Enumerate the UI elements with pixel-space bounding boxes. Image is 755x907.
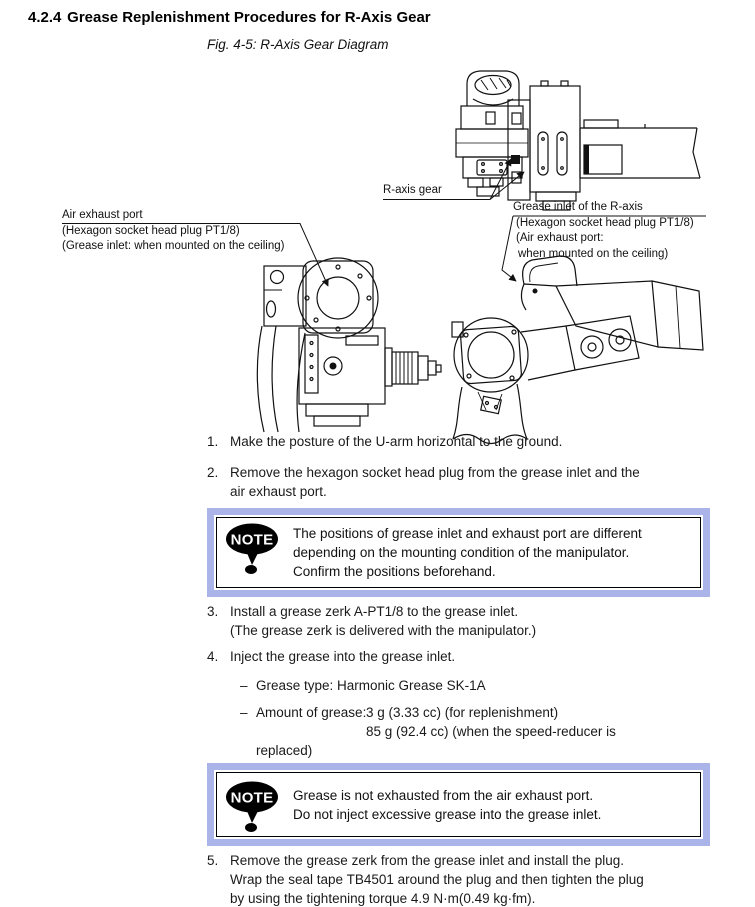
- label-line: Grease inlet of the R-axis: [513, 201, 643, 213]
- bullet-label: Amount of grease:: [256, 705, 367, 720]
- note-text: [293, 524, 642, 581]
- step-text: Remove the grease zerk from the grease inlet and install the plug.: [230, 853, 624, 868]
- label-line: (Hexagon socket head plug PT1/8): [516, 216, 694, 229]
- section-heading: [28, 9, 431, 26]
- note-line: The positions of grease inlet and exhaust port are different: [293, 526, 642, 541]
- step-2: [207, 463, 719, 501]
- note-balloon-icon: [225, 781, 279, 833]
- note-inner-frame: [216, 772, 701, 837]
- step-1: [207, 432, 719, 451]
- right-arm-drawing: [452, 256, 703, 444]
- note-badge-label: NOTE: [230, 531, 274, 549]
- label-line: when mounted on the ceiling): [518, 247, 669, 260]
- step-text: Remove the hexagon socket head plug from the grease inlet and the: [230, 465, 640, 480]
- step-number: 1.: [207, 434, 219, 449]
- step-number: 3.: [207, 604, 219, 619]
- bullet-dash: –: [240, 678, 248, 693]
- bullet-grease-type: [240, 676, 710, 696]
- figure-caption: Fig. 4-5: R-Axis Gear Diagram: [207, 37, 389, 52]
- bullet-amount-of-grease: [240, 703, 710, 763]
- label-grease-inlet: [513, 200, 694, 262]
- top-wrist-drawing: [456, 71, 700, 210]
- step-text: by using the tightening torque 4.9 N·m(0.49 kg·fm).: [230, 891, 536, 906]
- step-text: Inject the grease into the grease inlet.: [230, 649, 456, 664]
- amount-value-line1: 3 g (3.33 cc) (for replenishment): [366, 705, 559, 720]
- amount-value-line3: replaced): [256, 743, 313, 758]
- note-box-1: [207, 508, 710, 597]
- label-line: Air exhaust port: [62, 209, 143, 221]
- step-3: [207, 602, 719, 640]
- figure-r-axis-gear-diagram: [0, 60, 755, 445]
- step-text: Wrap the seal tape TB4501 around the plug and then tighten the plug: [230, 872, 644, 887]
- label-air-exhaust-port: [62, 208, 284, 255]
- note-line: Grease is not exhausted from the air exhaust port.: [293, 788, 594, 803]
- note-line: Do not inject excessive grease into the grease inlet.: [293, 807, 602, 822]
- bullet-text: Grease type: Harmonic Grease SK-1A: [256, 678, 486, 693]
- left-arm-drawing: [257, 258, 441, 432]
- step-text: air exhaust port.: [230, 484, 327, 499]
- step-5: [207, 851, 719, 907]
- amount-value-line2: 85 g (92.4 cc) (when the speed-reducer is: [366, 724, 616, 739]
- label-line: (Grease inlet: when mounted on the ceiling): [62, 240, 285, 252]
- step-number: 2.: [207, 465, 219, 480]
- note-badge-label: NOTE: [230, 789, 274, 807]
- bullet-dash: –: [240, 705, 248, 720]
- label-r-axis-gear: R-axis gear: [383, 184, 442, 196]
- step-number: 5.: [207, 853, 219, 868]
- section-number: 4.2.4: [28, 9, 62, 26]
- note-text: [293, 786, 601, 824]
- step-text: Install a grease zerk A-PT1/8 to the grease inlet.: [230, 604, 519, 619]
- step-text: Make the posture of the U-arm horizontal to the ground.: [230, 434, 563, 449]
- label-line: (Hexagon socket head plug PT1/8): [62, 224, 240, 237]
- note-balloon-icon: [225, 523, 279, 575]
- note-line: Confirm the positions beforehand.: [293, 564, 496, 579]
- section-title: Grease Replenishment Procedures for R-Axis Gear: [67, 9, 431, 26]
- step-number: 4.: [207, 649, 219, 664]
- note-inner-frame: [216, 517, 701, 588]
- label-line: (Air exhaust port:: [516, 232, 604, 244]
- note-box-2: [207, 763, 710, 846]
- note-line: depending on the mounting condition of the manipulator.: [293, 545, 630, 560]
- step-4: [207, 647, 719, 666]
- step-text: (The grease zerk is delivered with the manipulator.): [230, 623, 537, 638]
